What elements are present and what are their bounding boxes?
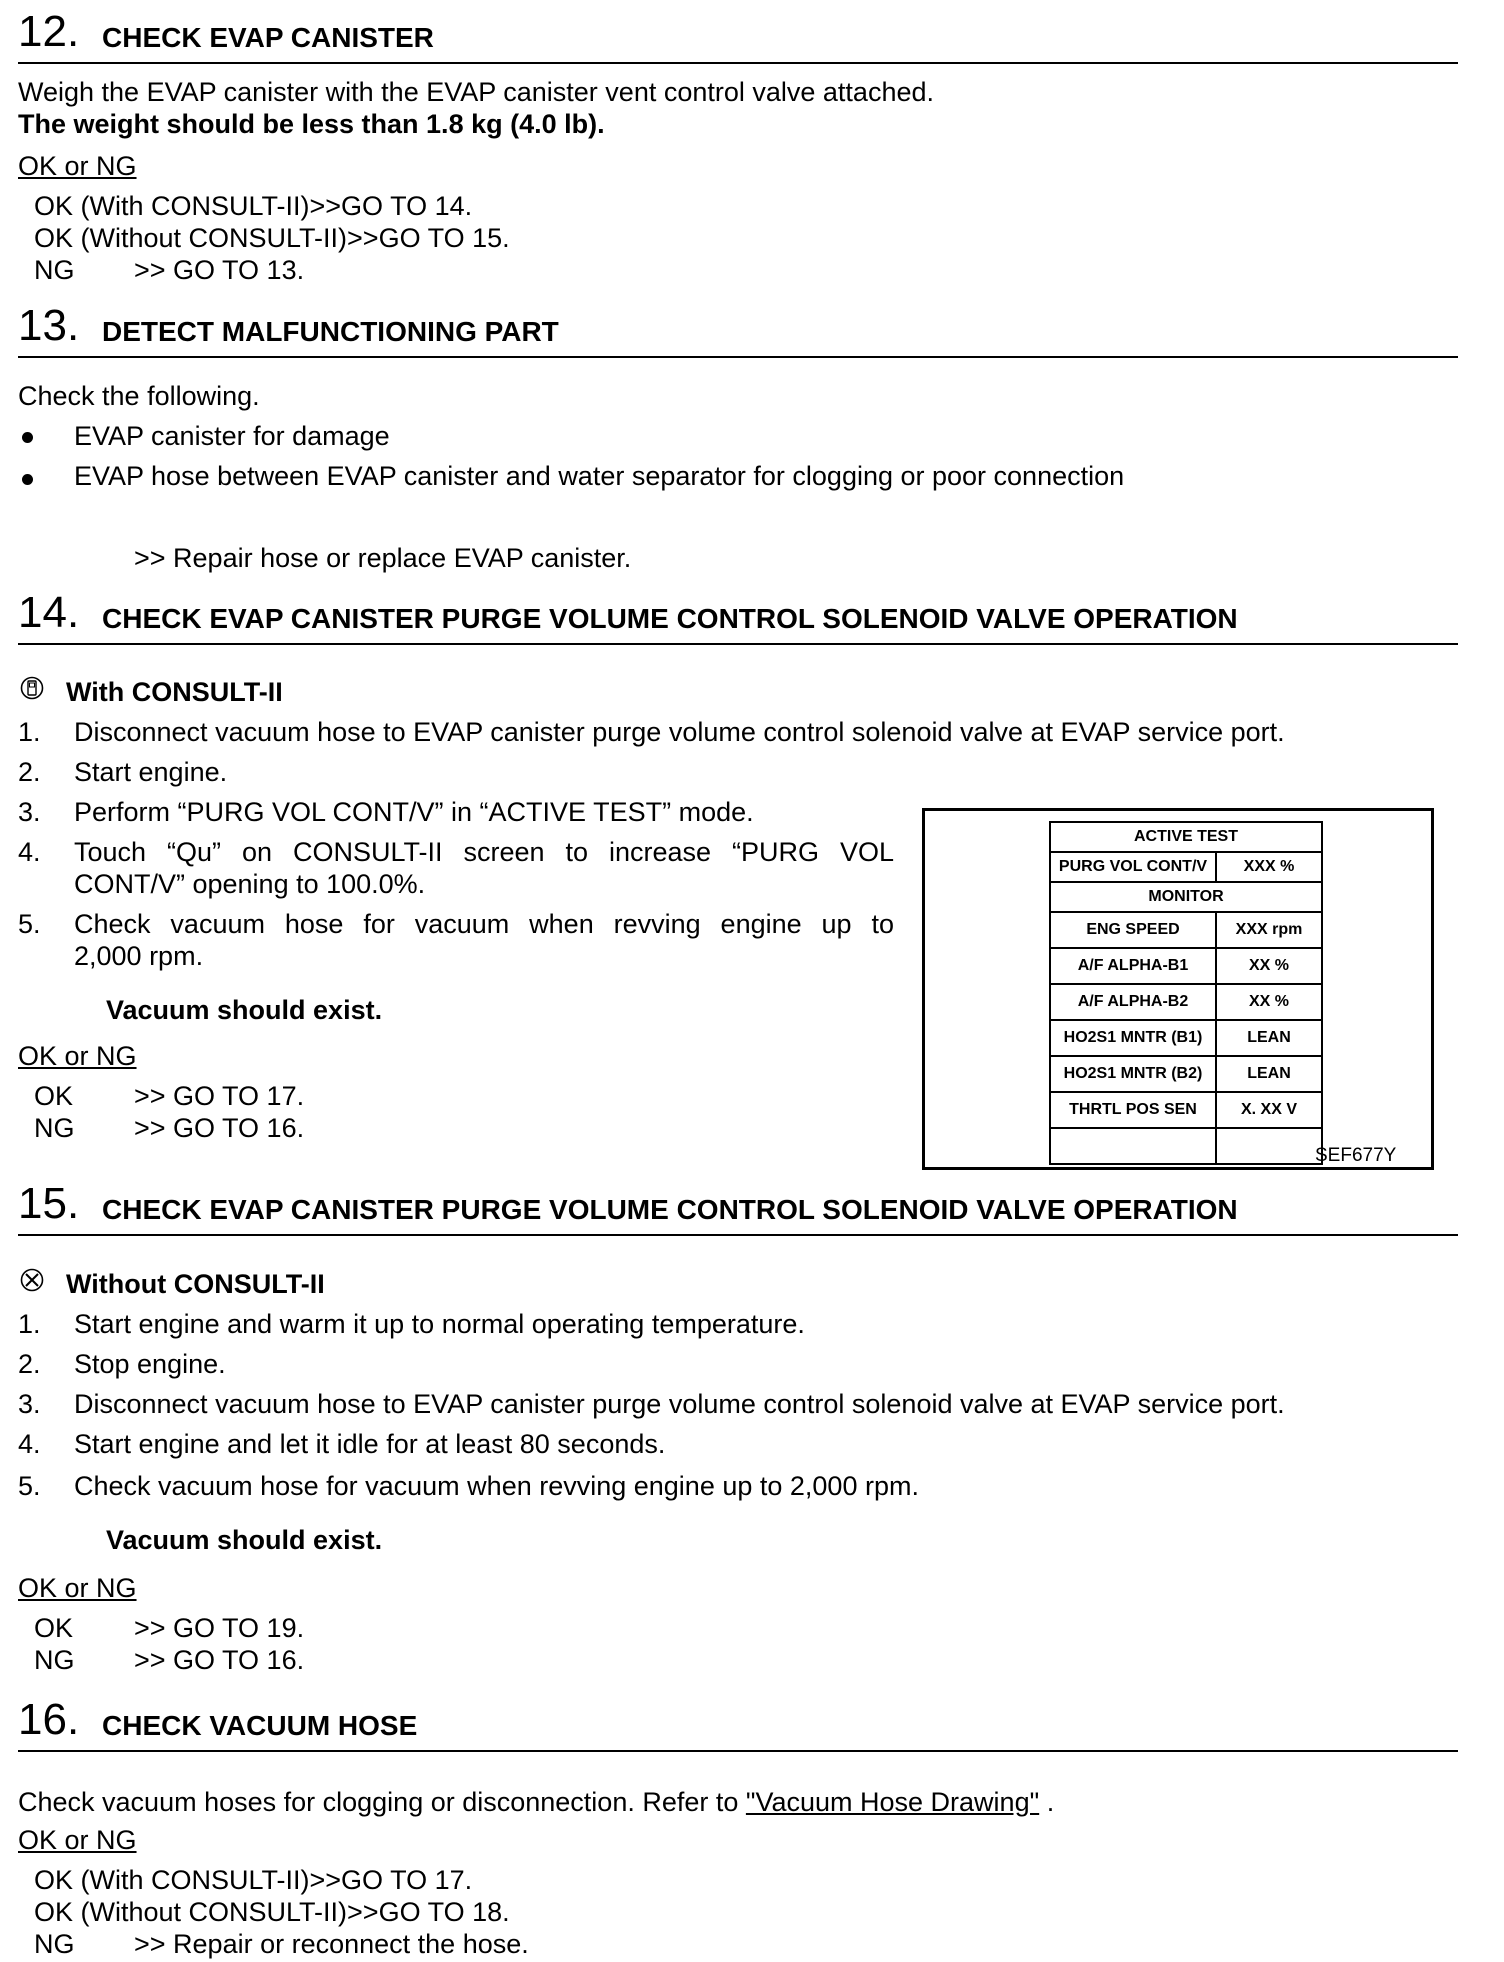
instruction-text: Check vacuum hoses for clogging or disconnection. Refer to (18, 1787, 746, 1817)
step-text: Touch “Qu” on CONSULT-II screen to increase “PURG VOL (74, 837, 894, 867)
section-header (18, 1694, 1458, 1752)
vacuum-hose-drawing-link[interactable]: "Vacuum Hose Drawing" (745, 1787, 1040, 1817)
table-row (1050, 1092, 1322, 1128)
monitor-label: THRTL POS SEN (1050, 1092, 1216, 1128)
result-ng-label: NG (34, 1929, 75, 1959)
result-ok-without-consult: OK (Without CONSULT-II)>>GO TO 15. (34, 223, 510, 253)
table-row (1050, 852, 1322, 882)
instruction-line (18, 1786, 1054, 1818)
step-text-cont: CONT/V” opening to 100.0%. (74, 869, 426, 899)
step-text: Start engine. (74, 757, 228, 787)
section-header (18, 587, 1458, 645)
step-text: Disconnect vacuum hose to EVAP canister purge volume control solenoid valve at EVAP service port. (74, 717, 1285, 747)
list-item: EVAP hose between EVAP canister and water separator for clogging or poor connection (74, 461, 1125, 491)
result-ng-label: NG (34, 1645, 75, 1675)
result-ng-label: NG (34, 255, 75, 285)
mode-label: Without CONSULT-II (66, 1269, 325, 1299)
instruction-suffix: . (1039, 1787, 1055, 1817)
bullet-icon (22, 432, 33, 443)
step-number: 2. (18, 757, 41, 787)
result-ok-label: OK (34, 1613, 74, 1643)
consult-screen-figure (922, 808, 1434, 1170)
step-text: Check vacuum hose for vacuum when revving engine up to (74, 909, 894, 939)
section-header (18, 1178, 1458, 1236)
section-title: CHECK EVAP CANISTER (102, 22, 434, 53)
table-row (1050, 984, 1322, 1020)
step-text: Start engine and let it idle for at least 80 seconds. (74, 1429, 666, 1459)
monitor-label: HO2S1 MNTR (B1) (1050, 1020, 1216, 1056)
section-header (18, 300, 1458, 358)
step-number: 3. (18, 797, 41, 827)
step-number: 5. (18, 1471, 41, 1501)
monitor-label: A/F ALPHA-B1 (1050, 948, 1216, 984)
step-text: Check vacuum hose for vacuum when revving engine up to 2,000 rpm. (74, 1471, 919, 1501)
result-ng-action: >> GO TO 16. (134, 1113, 305, 1143)
step-text: Stop engine. (74, 1349, 226, 1379)
ok-or-ng-label: OK or NG (18, 1825, 137, 1855)
result-ok-with-consult: OK (With CONSULT-II)>>GO TO 14. (34, 191, 473, 221)
action-text: >> Repair hose or replace EVAP canister. (134, 543, 632, 573)
section-number: 13. (18, 301, 80, 350)
monitor-label: ENG SPEED (1050, 912, 1216, 948)
monitor-value: LEAN (1216, 1056, 1322, 1092)
section-title: CHECK VACUUM HOSE (102, 1710, 418, 1741)
section-13 (18, 300, 1458, 358)
monitor-label: HO2S1 MNTR (B2) (1050, 1056, 1216, 1092)
instruction-text: Weigh the EVAP canister with the EVAP canister vent control valve attached. (18, 77, 934, 107)
consult-tester-icon (20, 676, 44, 700)
section-12 (18, 0, 1458, 64)
monitor-label: A/F ALPHA-B2 (1050, 984, 1216, 1020)
result-ng-label: NG (34, 1113, 75, 1143)
step-text-cont: 2,000 rpm. (74, 941, 204, 971)
table-row (1050, 912, 1322, 948)
monitor-value: XX % (1216, 948, 1322, 984)
step-number: 4. (18, 837, 41, 867)
spec-text: Vacuum should exist. (106, 1525, 383, 1555)
intro-text: Check the following. (18, 381, 260, 411)
result-ng-action: >> GO TO 13. (134, 255, 305, 285)
step-number: 4. (18, 1429, 41, 1459)
empty-cell (1216, 1128, 1322, 1164)
list-item: EVAP canister for damage (74, 421, 390, 451)
section-title: CHECK EVAP CANISTER PURGE VOLUME CONTROL SOLENOID VALVE OPERATION (102, 603, 1238, 634)
step-number: 5. (18, 909, 41, 939)
section-15 (18, 1178, 1458, 1236)
empty-cell (1050, 1128, 1216, 1164)
ok-or-ng-label: OK or NG (18, 1041, 137, 1071)
spec-text: The weight should be less than 1.8 kg (4.0 lb). (18, 109, 605, 139)
table-row (1050, 882, 1322, 912)
table-row (1050, 948, 1322, 984)
step-number: 3. (18, 1389, 41, 1419)
section-title: DETECT MALFUNCTIONING PART (102, 316, 559, 347)
step-text: Disconnect vacuum hose to EVAP canister purge volume control solenoid valve at EVAP service port. (74, 1389, 1285, 1419)
bullet-icon (22, 474, 33, 485)
result-ok-label: OK (34, 1081, 74, 1111)
monitor-value: LEAN (1216, 1020, 1322, 1056)
table-row (1050, 1128, 1322, 1164)
table-row (1050, 1020, 1322, 1056)
section-title: CHECK EVAP CANISTER PURGE VOLUME CONTROL SOLENOID VALVE OPERATION (102, 1194, 1238, 1225)
result-ng-action: >> Repair or reconnect the hose. (134, 1929, 529, 1959)
result-ok-action: >> GO TO 19. (134, 1613, 305, 1643)
section-number: 15. (18, 1179, 80, 1228)
active-test-heading: ACTIVE TEST (1050, 822, 1322, 852)
step-number: 1. (18, 717, 41, 747)
step-number: 1. (18, 1309, 41, 1339)
monitor-heading: MONITOR (1050, 882, 1322, 912)
result-ok-without-consult: OK (Without CONSULT-II)>>GO TO 18. (34, 1897, 510, 1927)
ok-or-ng-label: OK or NG (18, 151, 137, 181)
table-row (1050, 822, 1322, 852)
monitor-value: XXX rpm (1216, 912, 1322, 948)
section-16 (18, 1694, 1458, 1752)
ok-or-ng-label: OK or NG (18, 1573, 137, 1603)
section-header (18, 0, 1458, 64)
section-14 (18, 587, 1458, 645)
purg-vol-value: XXX % (1216, 852, 1322, 882)
step-text: Start engine and warm it up to normal operating temperature. (74, 1309, 805, 1339)
monitor-value: XX % (1216, 984, 1322, 1020)
figure-code: SEF677Y (1315, 1145, 1397, 1166)
table-row (1050, 1056, 1322, 1092)
active-test-table (1049, 821, 1323, 1165)
section-number: 12. (18, 7, 80, 56)
purg-vol-label: PURG VOL CONT/V (1050, 852, 1216, 882)
section-number: 16. (18, 1695, 80, 1744)
mode-label: With CONSULT-II (66, 677, 283, 707)
result-ok-action: >> GO TO 17. (134, 1081, 305, 1111)
step-text: Perform “PURG VOL CONT/V” in “ACTIVE TEST” mode. (74, 797, 754, 827)
result-ng-action: >> GO TO 16. (134, 1645, 305, 1675)
step-number: 2. (18, 1349, 41, 1379)
result-ok-with-consult: OK (With CONSULT-II)>>GO TO 17. (34, 1865, 473, 1895)
no-tester-icon (20, 1268, 44, 1292)
monitor-value: X. XX V (1216, 1092, 1322, 1128)
section-number: 14. (18, 588, 80, 637)
spec-text: Vacuum should exist. (106, 995, 383, 1025)
